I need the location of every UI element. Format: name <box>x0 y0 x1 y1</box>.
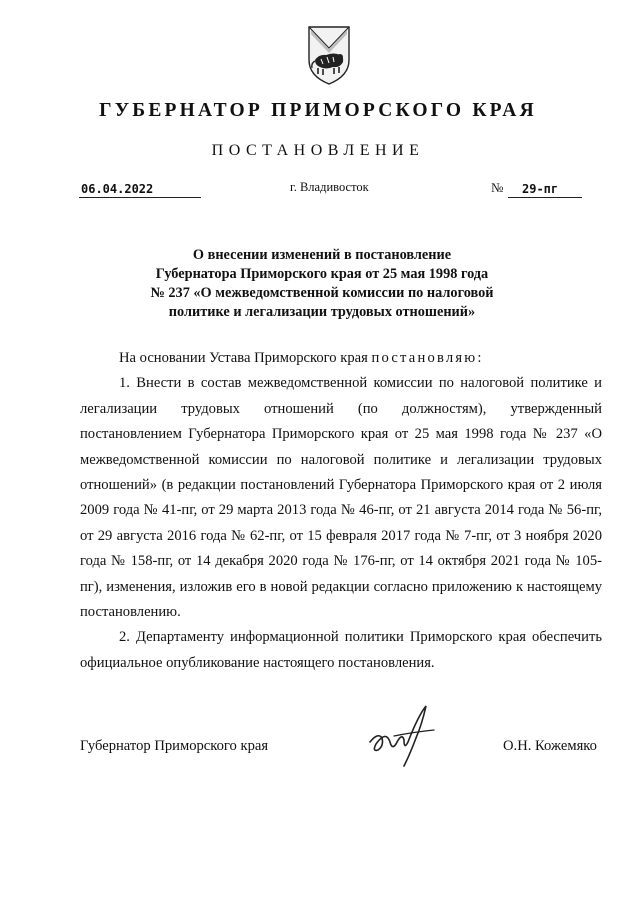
issuer-title: ГУБЕРНАТОР ПРИМОРСКОГО КРАЯ <box>99 100 537 121</box>
number-underline <box>508 197 582 198</box>
document-type: ПОСТАНОВЛЕНИЕ <box>211 142 425 159</box>
handwritten-signature <box>364 702 444 768</box>
document-city: г. Владивосток <box>290 180 369 194</box>
document-body <box>80 346 602 676</box>
number-sign: № <box>491 180 504 195</box>
intro-text: На основании Устава Приморского края <box>119 350 372 366</box>
decree-keyword: постановляю: <box>371 350 484 366</box>
paragraph-1: 1. Внести в состав межведомственной комиссии по налоговой политике и легализации трудовых отношений (по должностям), утвержденный постановлением Губернатора Приморского края от 25 мая 1998 года № 237 «О межведомственной комиссии по налоговой политике и легализации трудовых отношений» (в редакции постановлений Губернатора Приморского края от 2 июля 2009 года № 41-пг, от 29 марта 2013 года № 46-пг, от 21 августа 2014 года № 56-пг, от 29 августа 2016 года № 62-пг, от 15 февраля 2017 года № 7-пг, от 3 ноября 2020 года № 158-пг, от 14 декабря 2020 года № 176-пг, от 14 октября 2021 года № 105-пг), изменения, изложив его в новой редакции согласно приложению к настоящему постановлению. <box>80 375 602 621</box>
paragraph-2: 2. Департаменту информационной политики Приморского края обеспечить официальное опубликование настоящего постановления. <box>80 629 602 671</box>
intro-paragraph <box>80 346 602 371</box>
heading-line: О внесении изменений в постановление <box>192 247 452 263</box>
heading-line: № 237 «О межведомственной комиссии по налоговой <box>150 285 494 301</box>
coat-of-arms-icon <box>304 24 354 86</box>
heading-line: политике и легализации трудовых отношений» <box>168 304 476 320</box>
document-heading <box>100 246 544 322</box>
signer-position: Губернатор Приморского края <box>80 738 269 754</box>
date-underline <box>79 197 201 198</box>
document-date: 06.04.2022 <box>81 182 154 196</box>
document-number: 29-пг <box>522 182 559 196</box>
signer-name: О.Н. Кожемяко <box>503 738 597 754</box>
heading-line: Губернатора Приморского края от 25 мая 1998 года <box>155 266 489 282</box>
